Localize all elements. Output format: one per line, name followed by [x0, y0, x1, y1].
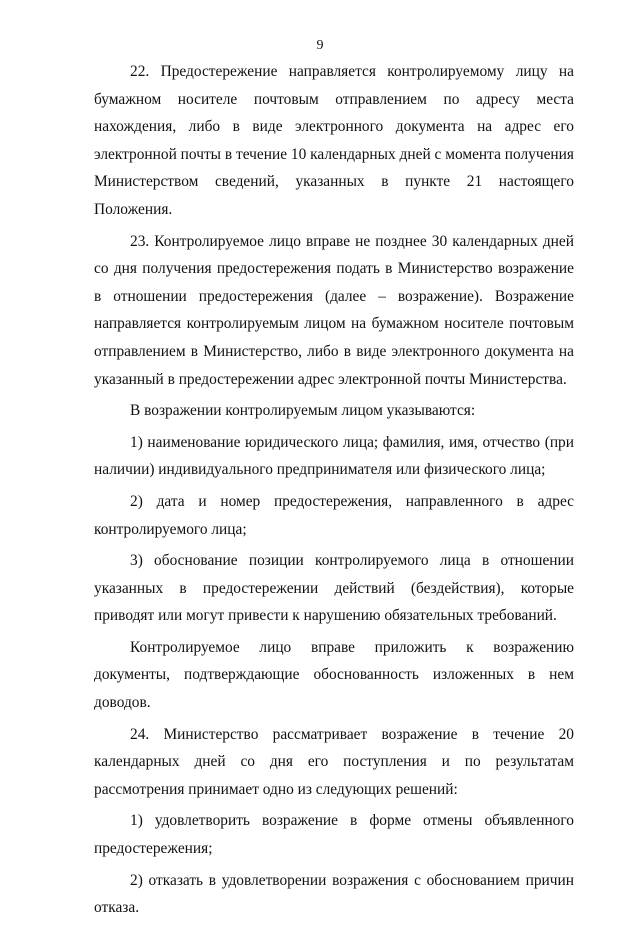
paragraph-24: 24. Министерство рассматривает возражение в течение 20 календарных дней со дня его поступления и по результатам рассмотрения принимает одно из следующих решений: — [94, 725, 574, 798]
objection-contents-intro: В возражении контролируемым лицом указываются: — [130, 402, 476, 420]
paragraph-22: 22. Предостережение направляется контролируемому лицу на бумажном носителе почтовым отправлением по адресу места нахождения, либо в виде электронного документа на адрес его электронной почты в течение 10 календарных дней с момента получения Министерством сведений, указанных в пункте 21 настоящего Положения. — [94, 63, 574, 218]
decision-item-2: 2) отказать в удовлетворении возражения с обоснованием причин отказа. — [94, 871, 574, 917]
objection-item-2: 2) дата и номер предостережения, направленного в адрес контролируемого лица; — [94, 492, 574, 538]
page-number: 9 — [316, 38, 324, 53]
document-body — [94, 58, 574, 926]
paragraph-23: 23. Контролируемое лицо вправе не позднее 30 календарных дней со дня получения предостережения подать в Министерство возражение в отношении предостережения (далее – возражение). Возражение направляется контролируемым лицом на бумажном носителе почтовым отправлением в Министерство, либо в виде электронного документа на указанный в предостережении адрес электронной почты Министерства. — [94, 232, 574, 388]
objection-item-1: 1) наименование юридического лица; фамилия, имя, отчество (при наличии) индивидуального предпринимателя или физического лица; — [94, 433, 574, 479]
objection-item-3: 3) обоснование позиции контролируемого лица в отношении указанных в предостережении действий (бездействия), которые приводят или могут привести к нарушению обязательных требований. — [94, 552, 574, 625]
objection-attachments-paragraph: Контролируемое лицо вправе приложить к возражению документы, подтверждающие обоснованность изложенных в нем доводов. — [94, 638, 574, 712]
decision-item-1: 1) удовлетворить возражение в форме отмены объявленного предостережения; — [94, 812, 574, 858]
